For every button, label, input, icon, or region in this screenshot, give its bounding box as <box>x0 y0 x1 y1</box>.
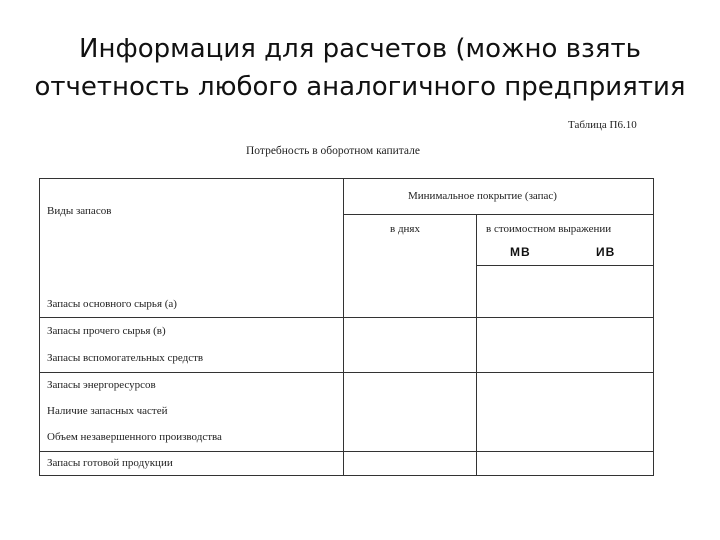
table-number: Таблица П6.10 <box>568 119 637 131</box>
row-label-auxiliary-materials: Запасы вспомогательных средств <box>47 352 204 364</box>
row-label-spare-parts: Наличие запасных частей <box>47 405 168 417</box>
slide-title-line-2: отчетность любого аналогичного предприятия <box>34 72 686 102</box>
working-capital-table <box>39 178 654 476</box>
cost-subheader-underline <box>476 265 654 266</box>
header-in-cost: в стоимостном выражении <box>486 223 612 235</box>
header-mv: МВ <box>510 245 531 259</box>
header-in-days: в днях <box>390 223 420 235</box>
table-caption: Потребность в оборотном капитале <box>246 145 420 157</box>
header-stock-types: Виды запасов <box>47 205 112 217</box>
slide-title <box>0 30 720 106</box>
row-label-other-raw-materials: Запасы прочего сырья (в) <box>47 325 166 337</box>
slide-title-line-1: Информация для расчетов (можно взять <box>79 34 641 64</box>
col-divider-2 <box>476 214 477 476</box>
col-divider-1 <box>343 179 344 476</box>
header-min-coverage: Минимальное покрытие (запас) <box>408 190 557 202</box>
header-iv: ИВ <box>596 245 616 259</box>
header-bottom-line <box>40 317 654 318</box>
row-label-work-in-progress: Объем незавершенного производства <box>47 431 222 443</box>
row-label-energy-resources: Запасы энергоресурсов <box>47 379 156 391</box>
row-label-main-raw-materials: Запасы основного сырья (а) <box>47 298 177 310</box>
row-label-finished-goods: Запасы готовой продукции <box>47 457 173 469</box>
row-divider-2 <box>40 451 654 452</box>
header-group-underline <box>343 214 654 215</box>
row-divider-1 <box>40 372 654 373</box>
